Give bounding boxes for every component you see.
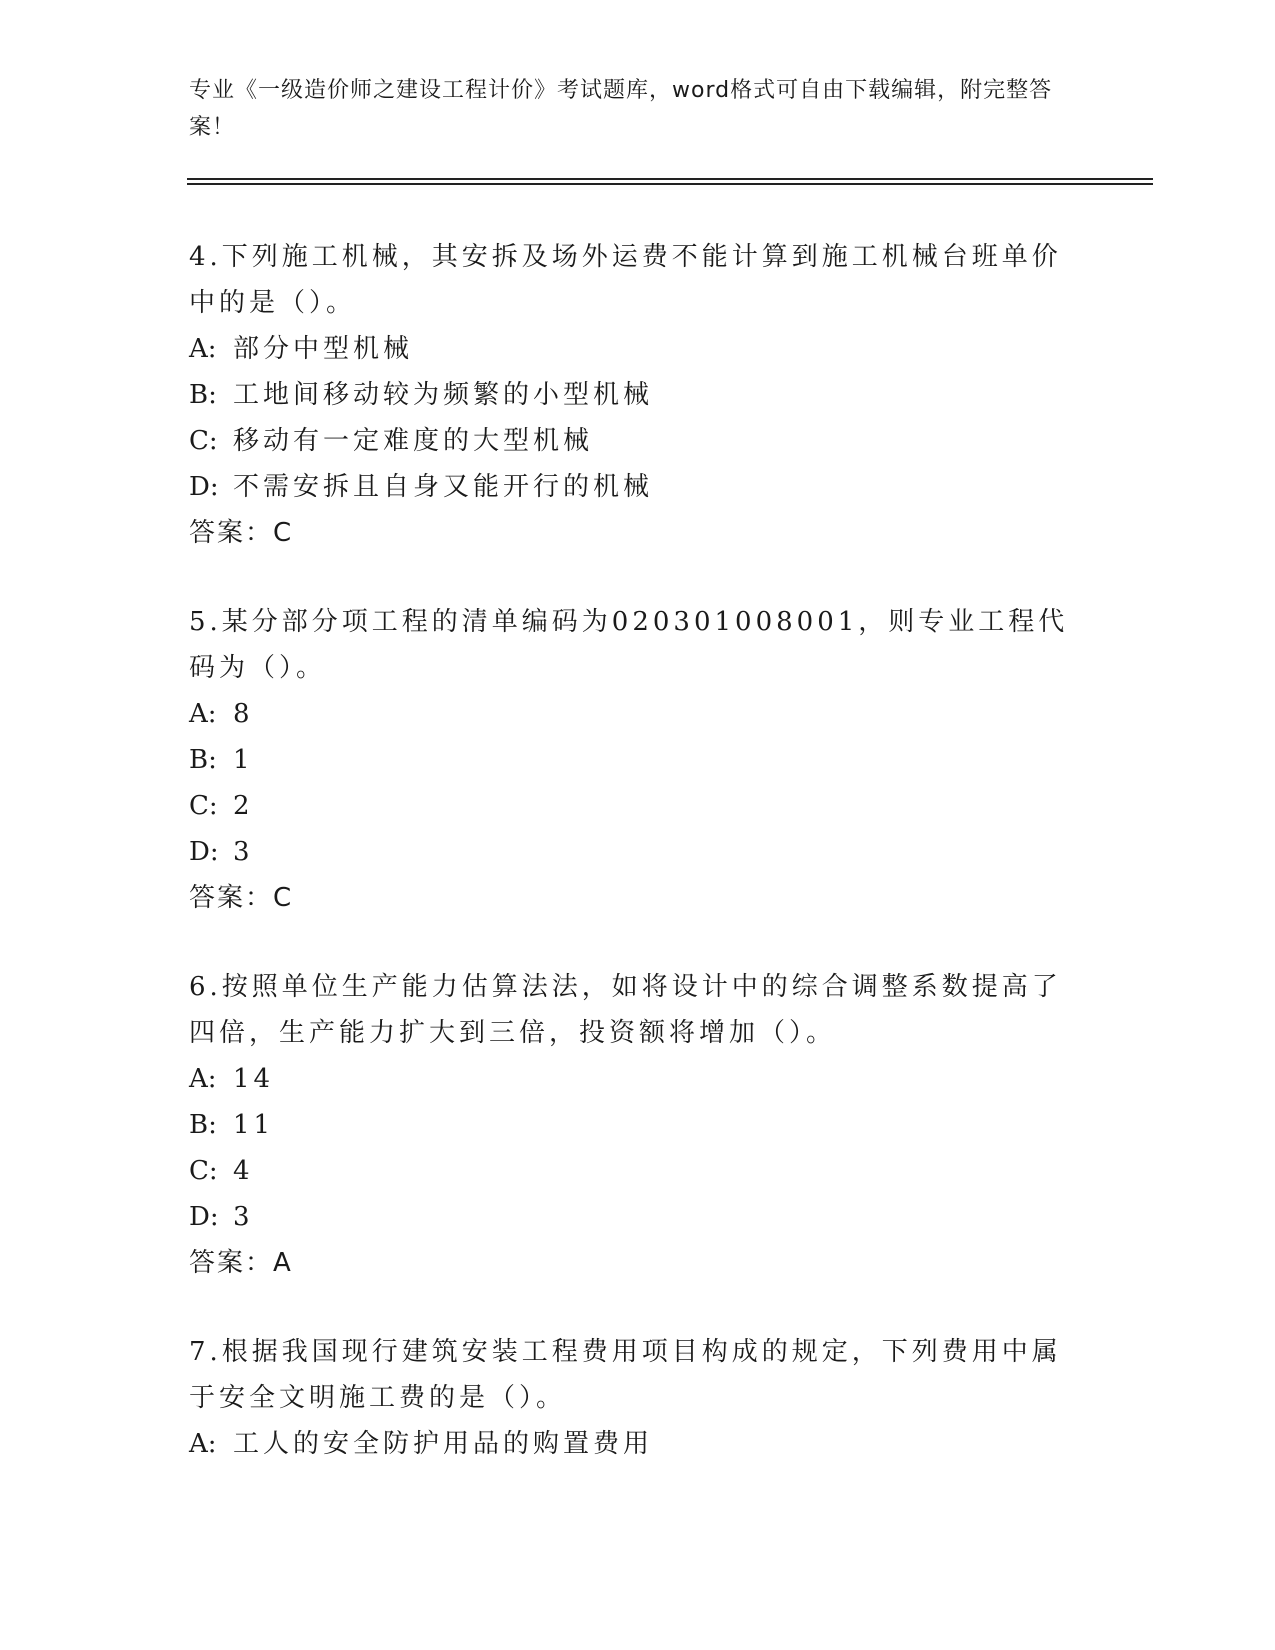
option-letter: C: <box>189 1156 218 1186</box>
question-7 <box>189 1329 1069 1467</box>
option-text: 8 <box>233 699 254 729</box>
option-letter: C: <box>189 426 218 456</box>
header-text: 专业《一级造价师之建设工程计价》考试题库，word格式可自由下载编辑，附完整答案！ <box>189 78 1053 140</box>
question-stem: 5.某分部分项工程的清单编码为020301008001，则专业工程代码为（）。 <box>189 607 1069 683</box>
header-divider-top <box>187 178 1153 180</box>
option-text: 4 <box>233 1156 254 1186</box>
option-text: 14 <box>233 1064 275 1094</box>
option-letter: A: <box>189 1064 217 1094</box>
option-d <box>189 829 1069 875</box>
option-d <box>189 464 1069 510</box>
option-letter: B: <box>189 380 217 410</box>
option-text: 1 <box>233 745 254 775</box>
option-text: 3 <box>233 837 254 867</box>
option-letter: A: <box>189 699 217 729</box>
question-stem: 4.下列施工机械，其安拆及场外运费不能计算到施工机械台班单价中的是（）。 <box>189 242 1062 318</box>
question-stem: 6.按照单位生产能力估算法法，如将设计中的综合调整系数提高了四倍，生产能力扩大到三倍，投资额将增加（）。 <box>189 972 1062 1048</box>
answer: 答案：C <box>189 518 294 548</box>
option-text: 2 <box>233 791 254 821</box>
option-b <box>189 1102 1069 1148</box>
option-a <box>189 326 1069 372</box>
option-b <box>189 372 1069 418</box>
answer: 答案：A <box>189 1248 293 1278</box>
option-a <box>189 1421 1069 1467</box>
option-text: 移动有一定难度的大型机械 <box>233 426 594 456</box>
option-c <box>189 418 1069 464</box>
question-4 <box>189 234 1069 556</box>
option-b <box>189 737 1069 783</box>
option-text: 工人的安全防护用品的购置费用 <box>233 1429 654 1459</box>
document-header <box>189 72 1069 146</box>
answer: 答案：C <box>189 883 294 913</box>
option-letter: A: <box>189 334 217 364</box>
option-letter: D: <box>189 1202 219 1232</box>
option-text: 11 <box>233 1110 275 1140</box>
option-c <box>189 783 1069 829</box>
option-letter: A: <box>189 1429 217 1459</box>
option-text: 不需安拆且自身又能开行的机械 <box>233 472 654 502</box>
option-letter: D: <box>189 837 219 867</box>
question-6 <box>189 964 1069 1286</box>
option-letter: B: <box>189 745 217 775</box>
option-text: 工地间移动较为频繁的小型机械 <box>233 380 654 410</box>
option-letter: C: <box>189 791 218 821</box>
question-stem: 7.根据我国现行建筑安装工程费用项目构成的规定，下列费用中属于安全文明施工费的是（）。 <box>189 1337 1062 1413</box>
option-text: 部分中型机械 <box>233 334 414 364</box>
option-letter: B: <box>189 1110 217 1140</box>
option-d <box>189 1194 1069 1240</box>
question-5 <box>189 599 1069 921</box>
option-letter: D: <box>189 472 219 502</box>
option-c <box>189 1148 1069 1194</box>
option-text: 3 <box>233 1202 254 1232</box>
option-a <box>189 691 1069 737</box>
option-a <box>189 1056 1069 1102</box>
header-divider-bottom <box>187 183 1153 185</box>
